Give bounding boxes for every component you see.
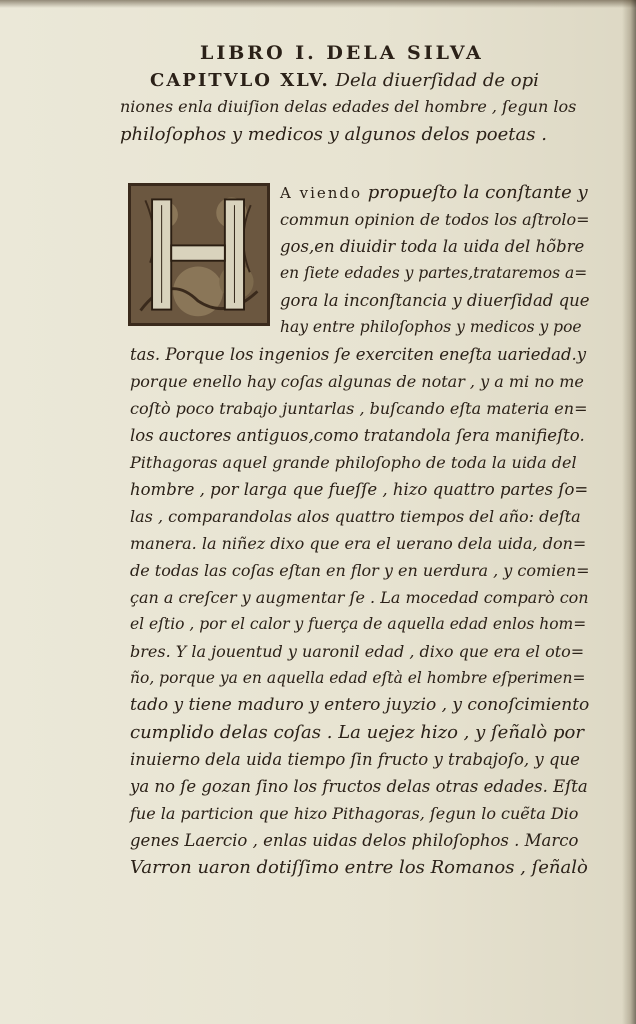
chapter-heading-line-2: niones enla diuiſion delas edades del hombre , ſegun los [120, 97, 577, 116]
decorated-initial-H-icon [128, 183, 270, 326]
text-line: cumplido delas coſas . La uejez hizo , y ſeñalò por [130, 722, 584, 743]
text-line: inuierno dela uida tiempo ſin fructo y trabajoſo, y que [130, 750, 580, 769]
text-line: hay entre philoſophos y medicos y poe [280, 318, 582, 336]
text-line: gora la inconſtancia y diuerſidad que [280, 291, 590, 310]
text-line: genes Laercio , enlas uidas delos philoſophos . Marco [130, 831, 579, 850]
text-line: Pithagoras aquel grande philoſopho de toda la uida del [130, 453, 577, 472]
text-line: çan a creſcer y augmentar ſe . La mocedad comparò con [130, 588, 589, 607]
text-line: de todas las coſas eſtan en flor y en uerdura , y comien= [130, 561, 590, 580]
opening-smallcaps: A viendo [280, 184, 363, 202]
text-line: ya no ſe gozan ſino los fructos delas otras edades. Eſta [130, 777, 588, 796]
text-line: las , comparandolas alos quattro tiempos del año: deſta [130, 507, 581, 526]
running-head: LIBRO I. DELA SILVA [200, 42, 484, 64]
text-line: el eſtio , por el calor y fuerça de aquella edad enlos hom= [130, 615, 587, 633]
page-top-edge [0, 0, 636, 8]
text-line: manera. la niñez dixo que era el uerano dela uida, don= [130, 534, 587, 553]
text-line: los auctores antiguos,como tratandola ſera manifieſto. [130, 426, 585, 445]
text-line: fue la particion que hizo Pithagoras, ſegun lo cuẽta Dio [130, 804, 579, 823]
text-line: Varron uaron dotiſſimo entre los Romanos , ſeñalò [130, 857, 588, 878]
opening-rest: propueſto la conſtante y [367, 182, 588, 203]
text-line: bres. Y la jouentud y uaronil edad , dixo que era el oto= [130, 642, 585, 661]
text-line: gos,en diuidir toda la uida del hõbre [280, 237, 585, 256]
text-line: porque enello hay coſas algunas de notar , y a mi no me [130, 372, 584, 391]
text-line: tas. Porque los ingenios ſe exerciten eneſta uariedad.y [130, 345, 587, 364]
chapter-label: CAPITVLO XLV. [150, 70, 330, 91]
chapter-heading-text: Dela diuerſidad de opi [335, 70, 539, 91]
text-line: en ſiete edades y partes,trataremos a= [280, 264, 588, 282]
text-line: hombre , por larga que fueſſe , hizo quattro partes ſo= [130, 480, 589, 499]
text-line: ño, porque ya en aquella edad eſtà el hombre eſperimen= [130, 669, 586, 687]
text-line: commun opinion de todos los aſtrolo= [280, 210, 590, 229]
text-line: coſtò poco trabajo juntarlas , buſcando eſta materia en= [130, 399, 588, 418]
text-line: tado y tiene maduro y entero juyzio , y conoſcimiento [130, 695, 590, 715]
text-line-opening [280, 179, 590, 207]
spine-shadow [622, 0, 636, 1024]
chapter-heading-line-3: philoſophos y medicos y algunos delos poetas . [120, 124, 547, 145]
chapter-heading-line-1 [150, 70, 590, 91]
